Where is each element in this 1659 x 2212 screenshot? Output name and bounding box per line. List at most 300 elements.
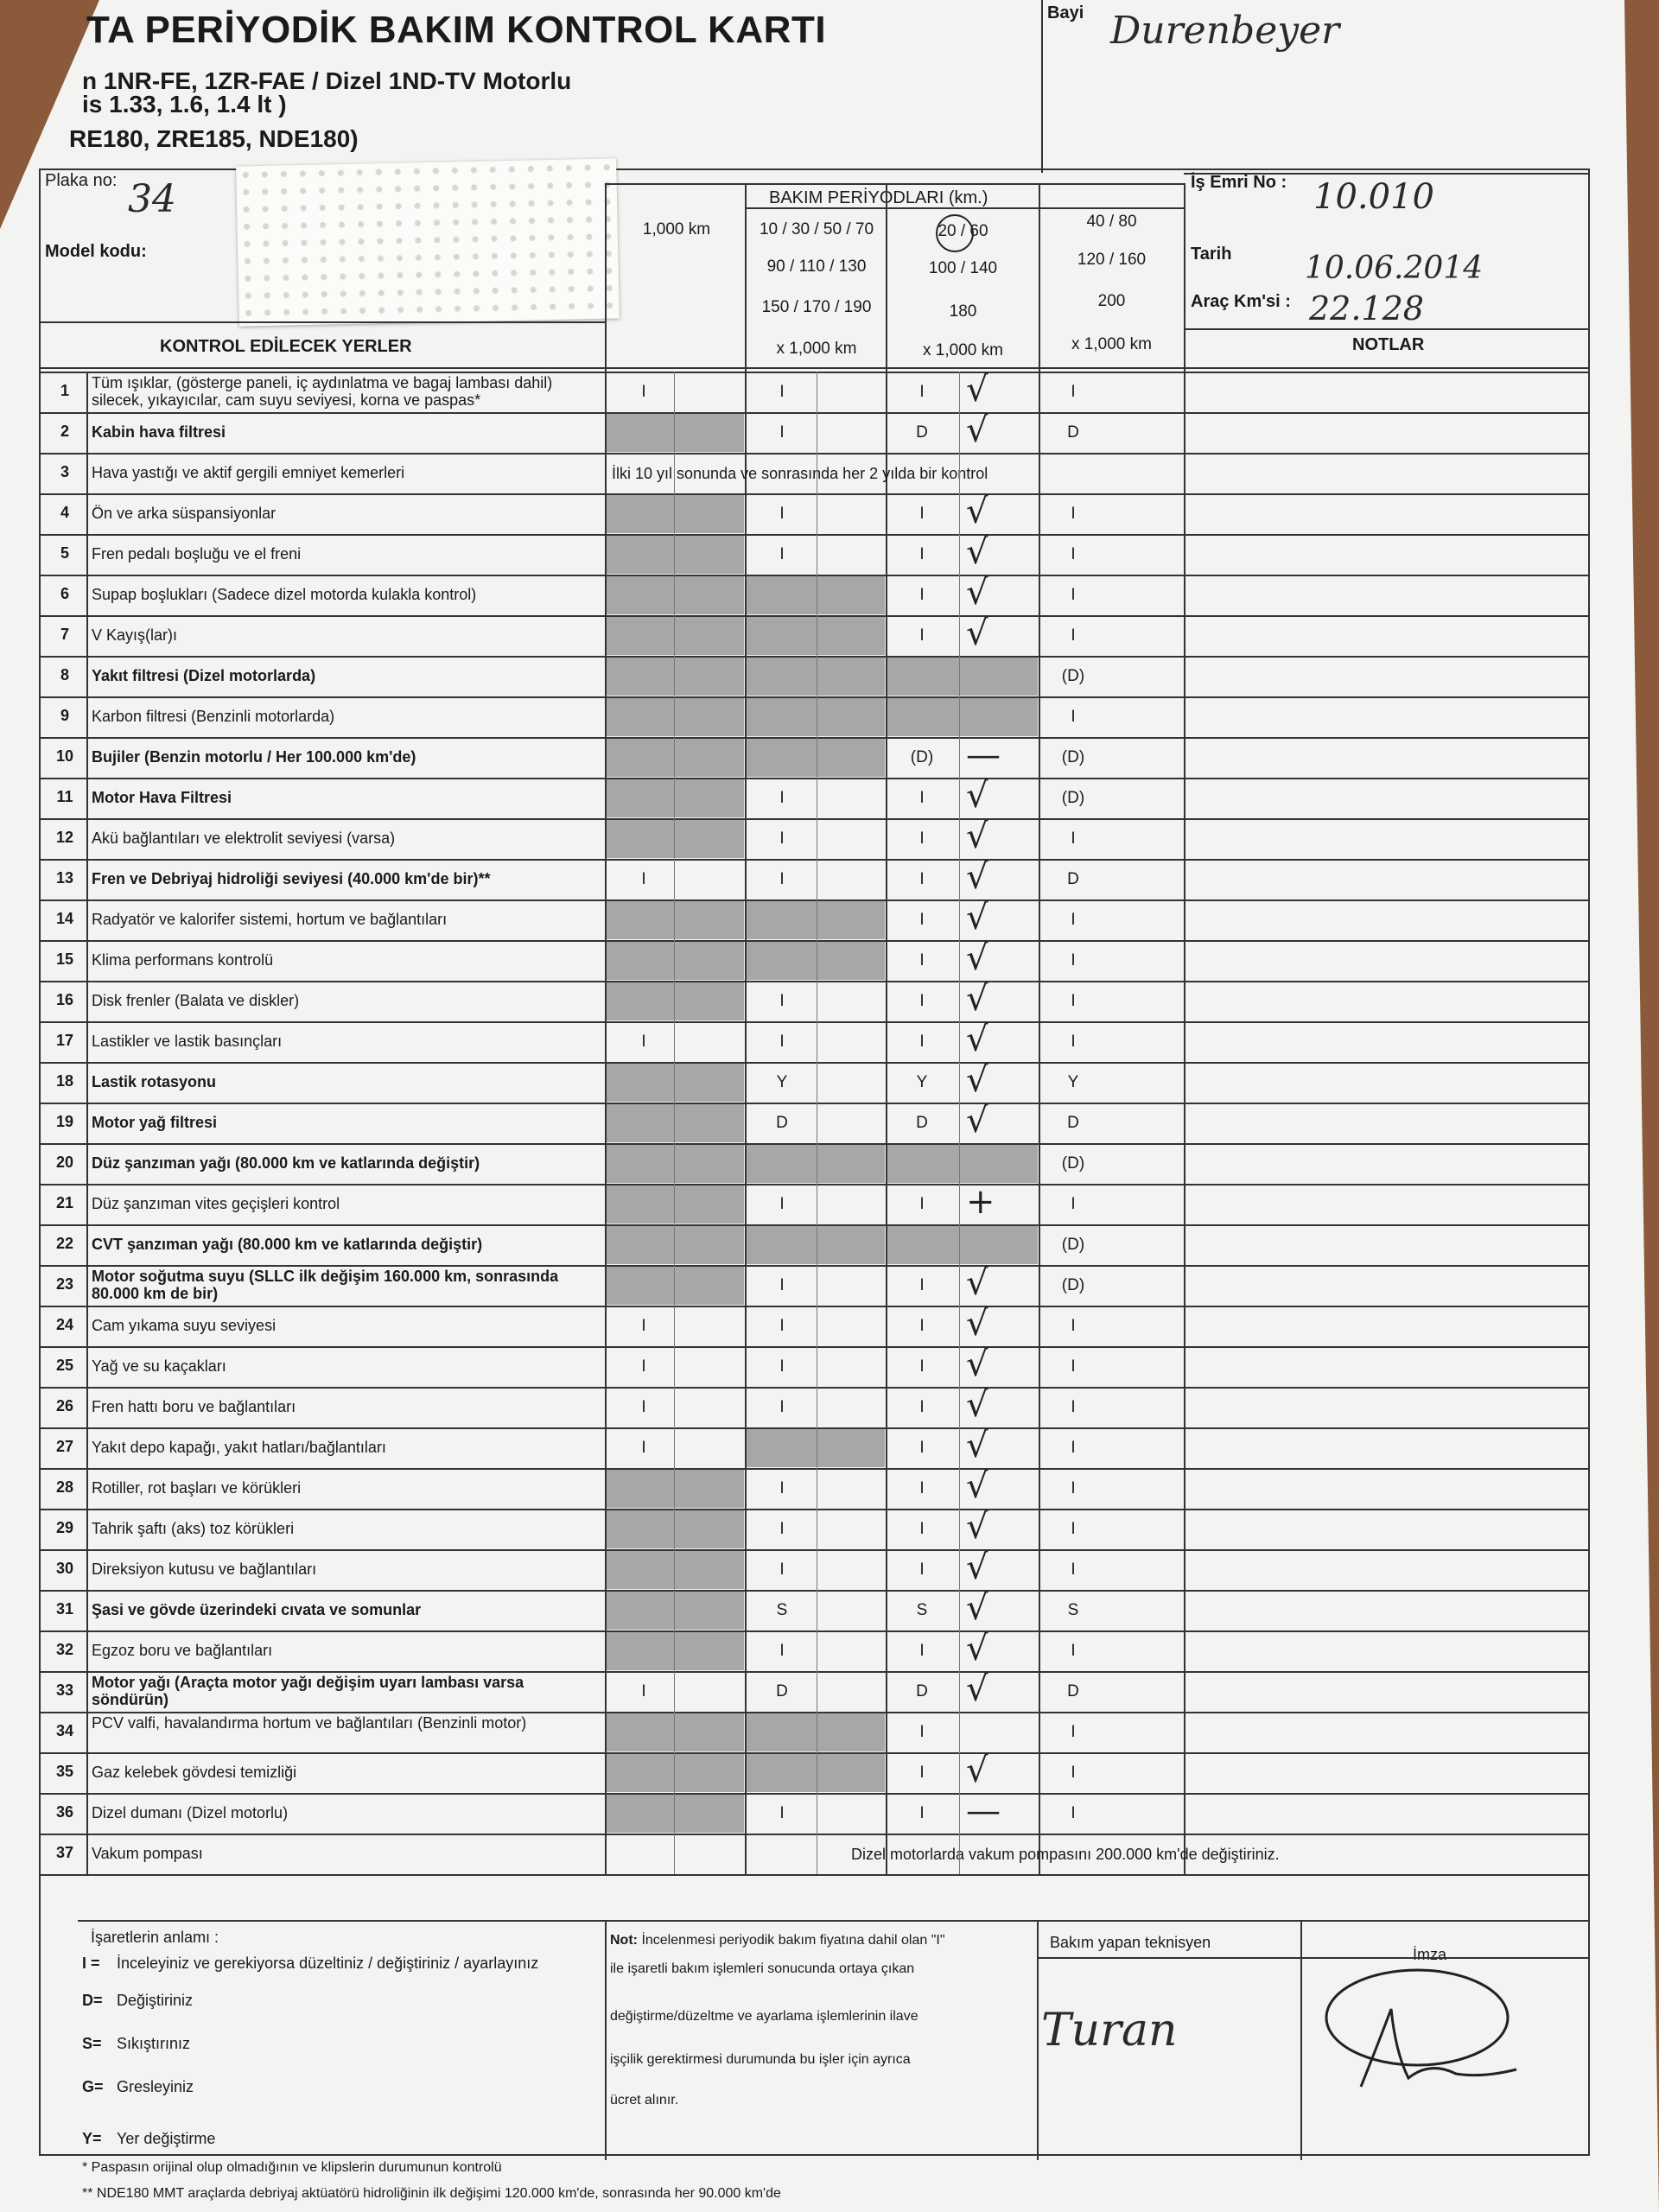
model-code-label: Model kodu: bbox=[45, 242, 147, 261]
period-mark: I bbox=[919, 1357, 925, 1376]
handwritten-check: √ bbox=[966, 410, 988, 450]
period-mark: I bbox=[779, 1398, 785, 1416]
period-mark: I bbox=[1071, 1560, 1076, 1579]
note-line-2: değiştirme/düzeltme ve ayarlama işlemlerinin ilave bbox=[610, 2009, 918, 2024]
row-number: 26 bbox=[55, 1397, 74, 1414]
shaded-cell bbox=[607, 1185, 744, 1224]
shaded-cell bbox=[607, 779, 744, 817]
handwritten-check: √ bbox=[966, 492, 988, 531]
period-mark: I bbox=[919, 830, 925, 848]
shaded-cell bbox=[607, 1713, 744, 1751]
period-mark: I bbox=[641, 1033, 646, 1051]
period-mark: I bbox=[641, 383, 646, 401]
shaded-cell bbox=[747, 1226, 885, 1264]
period-mark: I bbox=[1071, 992, 1076, 1010]
row-label: Vakum pompası bbox=[92, 1845, 203, 1862]
period-mark: I bbox=[779, 545, 785, 563]
period-mark: (D) bbox=[1061, 789, 1085, 807]
row-number: 8 bbox=[60, 666, 69, 683]
period-mark: I bbox=[1071, 545, 1076, 563]
row-label: Disk frenler (Balata ve diskler) bbox=[92, 992, 300, 1009]
shaded-cell bbox=[607, 1795, 744, 1833]
col1-label: 1,000 km bbox=[642, 220, 711, 238]
shaded-cell bbox=[607, 1510, 744, 1548]
signature-image bbox=[1309, 1957, 1560, 2104]
row-label: Bujiler (Benzin motorlu / Her 100.000 km'de) bbox=[92, 748, 416, 766]
period-mark: I bbox=[919, 1642, 925, 1660]
shaded-cell bbox=[887, 1145, 1038, 1183]
period-mark: I bbox=[779, 383, 785, 401]
col2-unit: x 1,000 km bbox=[776, 340, 857, 358]
legend-key: I = bbox=[82, 1955, 100, 1972]
note-block bbox=[610, 1931, 945, 1950]
shaded-cell bbox=[607, 1267, 744, 1305]
period-mark: I bbox=[779, 789, 785, 807]
period-mark: I bbox=[1071, 1723, 1076, 1741]
engine-size-line: is 1.33, 1.6, 1.4 lt ) bbox=[82, 91, 287, 118]
period-mark: (D) bbox=[910, 748, 934, 766]
period-mark: I bbox=[919, 1804, 925, 1822]
period-mark: I bbox=[779, 505, 785, 523]
row-label: Akü bağlantıları ve elektrolit seviyesi (varsa) bbox=[92, 830, 396, 847]
row-label: Şasi ve gövde üzerindeki cıvata ve somunlar bbox=[92, 1601, 422, 1618]
period-mark: I bbox=[919, 870, 925, 888]
period-mark: S bbox=[1067, 1601, 1079, 1619]
row-number: 6 bbox=[60, 585, 69, 602]
shaded-cell bbox=[607, 1632, 744, 1670]
row-number: 12 bbox=[55, 829, 74, 846]
engine-line: n 1NR-FE, 1ZR-FAE / Dizel 1ND-TV Motorlu bbox=[82, 67, 572, 94]
row-number: 24 bbox=[55, 1316, 74, 1333]
period-mark: S bbox=[776, 1601, 788, 1619]
row-number: 28 bbox=[55, 1478, 74, 1496]
row-label: Motor yağ filtresi bbox=[92, 1114, 218, 1131]
row-span-note: Dizel motorlarda vakum pompasını 200.000 km'de değiştiriniz. bbox=[851, 1846, 1280, 1863]
row-label: Gaz kelebek gövdesi temizliği bbox=[92, 1764, 297, 1781]
row-label: Lastik rotasyonu bbox=[92, 1073, 217, 1090]
period-mark: I bbox=[641, 1357, 646, 1376]
row-label: CVT şanzıman yağı (80.000 km ve katlarında değiştir) bbox=[92, 1236, 483, 1253]
handwritten-check: + bbox=[966, 1182, 995, 1222]
bayi-value: Durenbeyer bbox=[1110, 9, 1340, 53]
row-number: 18 bbox=[55, 1072, 74, 1090]
shaded-cell bbox=[607, 536, 744, 574]
period-mark: I bbox=[919, 789, 925, 807]
arac-km-value: 22.128 bbox=[1309, 289, 1424, 327]
period-mark: I bbox=[919, 992, 925, 1010]
tape-cover bbox=[236, 158, 620, 326]
period-mark: I bbox=[919, 505, 925, 523]
row-label: Fren hattı boru ve bağlantıları bbox=[92, 1398, 296, 1415]
period-mark: I bbox=[779, 992, 785, 1010]
col3-label-a: 20 / 60 bbox=[938, 222, 988, 240]
period-mark: I bbox=[779, 830, 785, 848]
col3-unit: x 1,000 km bbox=[923, 341, 1003, 359]
col2-label-b: 90 / 110 / 130 bbox=[766, 257, 867, 276]
row-number: 29 bbox=[55, 1519, 74, 1536]
row-number: 2 bbox=[60, 423, 69, 440]
period-mark: I bbox=[919, 383, 925, 401]
row-number: 27 bbox=[55, 1438, 74, 1455]
period-mark: D bbox=[776, 1114, 788, 1132]
row-number: 19 bbox=[55, 1113, 74, 1130]
handwritten-check: √ bbox=[966, 857, 988, 897]
period-mark: (D) bbox=[1061, 1276, 1085, 1294]
shaded-cell bbox=[747, 658, 885, 696]
period-mark: I bbox=[919, 1033, 925, 1051]
legend-value: Değiştiriniz bbox=[117, 1992, 194, 2009]
shaded-cell bbox=[607, 1104, 744, 1142]
handwritten-check: √ bbox=[966, 370, 988, 410]
col4-label-c: 200 bbox=[1097, 292, 1126, 310]
period-mark: I bbox=[919, 911, 925, 929]
shaded-cell bbox=[887, 1226, 1038, 1264]
handwritten-check: √ bbox=[966, 1101, 988, 1141]
period-mark: D bbox=[1067, 870, 1079, 888]
handwritten-check: √ bbox=[966, 1426, 988, 1465]
row-label: Klima performans kontrolü bbox=[92, 951, 274, 969]
col3-label-c: 180 bbox=[949, 302, 977, 321]
handwritten-check: √ bbox=[966, 1588, 988, 1628]
row-number: 11 bbox=[56, 788, 73, 805]
shaded-cell bbox=[747, 1713, 885, 1751]
period-mark: I bbox=[1071, 1479, 1076, 1497]
period-mark: I bbox=[919, 1195, 925, 1213]
handwritten-check: √ bbox=[966, 776, 988, 816]
row-number: 35 bbox=[55, 1763, 74, 1780]
col2-label-a: 10 / 30 / 50 / 70 bbox=[759, 220, 874, 238]
is-emri-label: İş Emri No : bbox=[1191, 173, 1287, 192]
row-number: 16 bbox=[55, 991, 74, 1008]
row-number: 22 bbox=[55, 1235, 74, 1252]
notlar-header: NOTLAR bbox=[1352, 335, 1425, 354]
period-mark: D bbox=[1067, 1682, 1079, 1700]
handwritten-check: √ bbox=[966, 898, 988, 938]
model-codes-line: RE180, ZRE185, NDE180) bbox=[69, 125, 359, 152]
row-number: 15 bbox=[55, 950, 74, 968]
handwritten-check: √ bbox=[966, 1629, 988, 1669]
shaded-cell bbox=[887, 658, 1038, 696]
shaded-cell bbox=[607, 1551, 744, 1589]
handwritten-check: — bbox=[966, 735, 1001, 775]
handwritten-check: √ bbox=[966, 817, 988, 856]
row-label: Yakıt depo kapağı, yakıt hatları/bağlantıları bbox=[92, 1439, 386, 1456]
row-label: Hava yastığı ve aktif gergili emniyet kemerleri bbox=[92, 464, 405, 481]
shaded-cell bbox=[747, 617, 885, 655]
imza-label: İmza bbox=[1413, 1946, 1447, 1963]
row-number: 37 bbox=[55, 1844, 74, 1861]
row-number: 14 bbox=[55, 910, 74, 927]
period-mark: I bbox=[779, 1195, 785, 1213]
period-mark: I bbox=[1071, 1398, 1076, 1416]
row-number: 21 bbox=[55, 1194, 74, 1211]
row-number: 25 bbox=[55, 1357, 74, 1374]
shaded-cell bbox=[887, 698, 1038, 736]
row-label: Kabin hava filtresi bbox=[92, 423, 226, 441]
legend-value: Gresleyiniz bbox=[117, 2078, 194, 2095]
period-mark: I bbox=[641, 1398, 646, 1416]
row-number: 33 bbox=[55, 1681, 74, 1699]
period-mark: I bbox=[641, 1317, 646, 1335]
shaded-cell bbox=[607, 658, 744, 696]
row-number: 3 bbox=[60, 463, 69, 480]
handwritten-check: √ bbox=[966, 1385, 988, 1425]
row-label: Karbon filtresi (Benzinli motorlarda) bbox=[92, 708, 335, 725]
circled-mark bbox=[936, 214, 974, 252]
period-mark: I bbox=[1071, 708, 1076, 726]
row-label: Dizel dumanı (Dizel motorlu) bbox=[92, 1804, 289, 1821]
period-mark: S bbox=[916, 1601, 928, 1619]
period-mark: D bbox=[916, 423, 928, 442]
shaded-cell bbox=[607, 820, 744, 858]
period-mark: D bbox=[1067, 423, 1079, 442]
bakim-periyodlari-header: BAKIM PERİYODLARI (km.) bbox=[769, 188, 988, 207]
shaded-cell bbox=[747, 1429, 885, 1467]
period-mark: (D) bbox=[1061, 1236, 1085, 1254]
row-number: 1 bbox=[60, 382, 69, 399]
row-number: 7 bbox=[60, 626, 69, 643]
shaded-cell bbox=[607, 495, 744, 533]
footnote-2: ** NDE180 MMT araçlarda debriyaj aktüatörü hidroliğinin ilk değişimi 120.000 km'de, sonrasında her 90.000 km'de bbox=[82, 2186, 781, 2201]
is-emri-value: 10.010 bbox=[1313, 177, 1434, 217]
period-mark: I bbox=[1071, 1195, 1076, 1213]
handwritten-check: √ bbox=[966, 1304, 988, 1344]
period-mark: I bbox=[779, 870, 785, 888]
col4-label-a: 40 / 80 bbox=[1086, 213, 1137, 231]
period-mark: I bbox=[779, 423, 785, 442]
bayi-label: Bayi bbox=[1047, 3, 1084, 22]
footnote-1: * Paspasın orijinal olup olmadığının ve klipslerin durumunun kontrolü bbox=[82, 2160, 502, 2175]
period-mark: I bbox=[779, 1560, 785, 1579]
period-mark: I bbox=[1071, 1520, 1076, 1538]
handwritten-check: √ bbox=[966, 1548, 988, 1587]
row-label: Düz şanzıman vites geçişleri kontrol bbox=[92, 1195, 340, 1212]
period-mark: D bbox=[916, 1114, 928, 1132]
row-label: Düz şanzıman yağı (80.000 km ve katlarında değiştir) bbox=[92, 1154, 480, 1172]
note-line-3: işçilik gerektirmesi durumunda bu işler için ayrıca bbox=[610, 2052, 911, 2067]
row-number: 13 bbox=[55, 869, 74, 887]
period-mark: I bbox=[1071, 1317, 1076, 1335]
handwritten-check: √ bbox=[966, 1507, 988, 1547]
period-mark: I bbox=[1071, 1439, 1076, 1457]
legend-key: G= bbox=[82, 2078, 104, 2095]
period-mark: Y bbox=[916, 1073, 928, 1091]
period-mark: I bbox=[779, 1520, 785, 1538]
handwritten-check: — bbox=[966, 1791, 1001, 1831]
tarih-value: 10.06.2014 bbox=[1305, 251, 1484, 286]
technician-label: Bakım yapan teknisyen bbox=[1050, 1934, 1211, 1951]
row-number: 23 bbox=[55, 1275, 74, 1293]
row-number: 4 bbox=[60, 504, 69, 521]
row-number: 9 bbox=[60, 707, 69, 724]
period-mark: I bbox=[919, 1764, 925, 1782]
legend-value: Yer değiştirme bbox=[117, 2130, 216, 2147]
row-label: PCV valfi, havalandırma hortum ve bağlantıları (Benzinli motor) bbox=[92, 1714, 527, 1732]
plaka-value: 34 bbox=[128, 177, 176, 221]
row-number: 30 bbox=[55, 1560, 74, 1577]
plaka-label: Plaka no: bbox=[45, 171, 118, 190]
period-mark: I bbox=[779, 1276, 785, 1294]
period-mark: I bbox=[919, 586, 925, 604]
tarih-label: Tarih bbox=[1191, 245, 1232, 264]
period-mark: I bbox=[1071, 1804, 1076, 1822]
row-label: V Kayış(lar)ı bbox=[92, 626, 178, 644]
row-label: Motor soğutma suyu (SLLC ilk değişim 160.000 km, sonrasında 80.000 km de bir) bbox=[92, 1268, 559, 1302]
shaded-cell bbox=[607, 1145, 744, 1183]
period-mark: Y bbox=[776, 1073, 788, 1091]
col3-label-b: 100 / 140 bbox=[928, 259, 998, 277]
period-mark: I bbox=[641, 870, 646, 888]
period-mark: I bbox=[1071, 951, 1076, 969]
legend-value: İnceleyiniz ve gerekiyorsa düzeltiniz / değiştiriniz / ayarlayınız bbox=[117, 1955, 539, 1972]
shaded-cell bbox=[607, 1226, 744, 1264]
shaded-cell bbox=[607, 739, 744, 777]
arac-km-label: Araç Km'si : bbox=[1191, 292, 1291, 311]
period-mark: I bbox=[919, 626, 925, 645]
row-number: 5 bbox=[60, 544, 69, 562]
row-label: Motor Hava Filtresi bbox=[92, 789, 232, 806]
legend-key: D= bbox=[82, 1992, 103, 2009]
row-number: 10 bbox=[55, 747, 74, 765]
shaded-cell bbox=[607, 901, 744, 939]
handwritten-check: √ bbox=[966, 1751, 988, 1790]
period-mark: I bbox=[1071, 1642, 1076, 1660]
note-line-4: ücret alınır. bbox=[610, 2093, 679, 2107]
note-line-1: ile işaretli bakım işlemleri sonucunda ortaya çıkan bbox=[610, 1961, 915, 1976]
row-label: Tüm ışıklar, (gösterge paneli, iç aydınlatma ve bagaj lambası dahil) silecek, yıkayıcılar, cam suyu seviyesi, korna ve paspas* bbox=[92, 374, 553, 409]
period-mark: I bbox=[779, 1642, 785, 1660]
period-mark: I bbox=[1071, 1764, 1076, 1782]
period-mark: I bbox=[1071, 383, 1076, 401]
period-mark: D bbox=[916, 1682, 928, 1700]
shaded-cell bbox=[607, 942, 744, 980]
shaded-cell bbox=[747, 1754, 885, 1792]
note-line-0: İncelenmesi periyodik bakım fiyatına dahil olan "I" bbox=[641, 1933, 945, 1948]
row-label: Direksiyon kutusu ve bağlantıları bbox=[92, 1560, 317, 1578]
handwritten-check: √ bbox=[966, 1466, 988, 1506]
period-mark: (D) bbox=[1061, 748, 1085, 766]
handwritten-check: √ bbox=[966, 1344, 988, 1384]
shaded-cell bbox=[607, 1470, 744, 1508]
technician-value: Turan bbox=[1041, 2005, 1178, 2056]
shaded-cell bbox=[747, 739, 885, 777]
period-mark: I bbox=[919, 1276, 925, 1294]
shaded-cell bbox=[747, 901, 885, 939]
period-mark: I bbox=[1071, 1033, 1076, 1051]
period-mark: I bbox=[779, 1804, 785, 1822]
period-mark: (D) bbox=[1061, 1154, 1085, 1173]
shaded-cell bbox=[607, 698, 744, 736]
legend-key: S= bbox=[82, 2035, 102, 2052]
row-label: Rotiller, rot başları ve körükleri bbox=[92, 1479, 302, 1497]
row-label: Egzoz boru ve bağlantıları bbox=[92, 1642, 273, 1659]
row-number: 31 bbox=[55, 1600, 74, 1618]
row-label: Yakıt filtresi (Dizel motorlarda) bbox=[92, 667, 316, 684]
handwritten-check: √ bbox=[966, 1020, 988, 1059]
shaded-cell bbox=[607, 1754, 744, 1792]
row-number: 20 bbox=[55, 1154, 74, 1171]
shaded-cell bbox=[607, 1064, 744, 1102]
row-number: 17 bbox=[55, 1032, 74, 1049]
period-mark: I bbox=[779, 1479, 785, 1497]
row-label: Fren pedalı boşluğu ve el freni bbox=[92, 545, 302, 563]
row-span-note: İlki 10 yıl sonunda ve sonrasında her 2 yılda bir kontrol bbox=[612, 465, 988, 482]
period-mark: I bbox=[919, 1479, 925, 1497]
period-mark: I bbox=[1071, 911, 1076, 929]
row-label: Supap boşlukları (Sadece dizel motorda kulakla kontrol) bbox=[92, 586, 477, 603]
period-mark: I bbox=[919, 545, 925, 563]
row-label: Lastikler ve lastik basınçları bbox=[92, 1033, 283, 1050]
shaded-cell bbox=[607, 617, 744, 655]
period-mark: I bbox=[919, 1398, 925, 1416]
legend-key: Y= bbox=[82, 2130, 102, 2147]
handwritten-check: √ bbox=[966, 1669, 988, 1709]
handwritten-check: √ bbox=[966, 1263, 988, 1303]
shaded-cell bbox=[747, 698, 885, 736]
period-mark: D bbox=[776, 1682, 788, 1700]
handwritten-check: √ bbox=[966, 613, 988, 653]
period-mark: I bbox=[919, 1520, 925, 1538]
col4-unit: x 1,000 km bbox=[1071, 335, 1152, 353]
kontrol-header: KONTROL EDİLECEK YERLER bbox=[160, 337, 412, 356]
period-mark: I bbox=[1071, 505, 1076, 523]
shaded-cell bbox=[747, 1145, 885, 1183]
period-mark: Y bbox=[1067, 1073, 1079, 1091]
period-mark: I bbox=[919, 1317, 925, 1335]
col2-label-c: 150 / 170 / 190 bbox=[761, 298, 872, 316]
shaded-cell bbox=[607, 982, 744, 1020]
col4-label-b: 120 / 160 bbox=[1077, 251, 1147, 269]
shaded-cell bbox=[607, 576, 744, 614]
period-mark: I bbox=[1071, 626, 1076, 645]
row-label: Tahrik şaftı (aks) toz körükleri bbox=[92, 1520, 295, 1537]
period-mark: I bbox=[919, 1439, 925, 1457]
row-label: Ön ve arka süspansiyonlar bbox=[92, 505, 276, 522]
row-label: Radyatör ve kalorifer sistemi, hortum ve bağlantıları bbox=[92, 911, 448, 928]
shaded-cell bbox=[747, 576, 885, 614]
period-mark: I bbox=[641, 1439, 646, 1457]
handwritten-check: √ bbox=[966, 573, 988, 613]
handwritten-check: √ bbox=[966, 1060, 988, 1100]
legend-value: Sıkıştırınız bbox=[117, 2035, 191, 2052]
period-mark: I bbox=[919, 951, 925, 969]
row-number: 32 bbox=[55, 1641, 74, 1658]
period-mark: (D) bbox=[1061, 667, 1085, 685]
row-label: Cam yıkama suyu seviyesi bbox=[92, 1317, 276, 1334]
period-mark: I bbox=[779, 1357, 785, 1376]
row-label: Fren ve Debriyaj hidroliği seviyesi (40.000 km'de bir)** bbox=[92, 870, 491, 887]
period-mark: I bbox=[919, 1560, 925, 1579]
handwritten-check: √ bbox=[966, 979, 988, 1019]
card-title: TA PERİYODİK BAKIM KONTROL KARTI bbox=[86, 9, 827, 51]
shaded-cell bbox=[607, 1592, 744, 1630]
handwritten-check: √ bbox=[966, 532, 988, 572]
period-mark: D bbox=[1067, 1114, 1079, 1132]
row-label: Motor yağı (Araçta motor yağı değişim uyarı lambası varsa söndürün) bbox=[92, 1674, 524, 1708]
row-number: 34 bbox=[55, 1722, 74, 1739]
period-mark: I bbox=[919, 1723, 925, 1741]
period-mark: I bbox=[1071, 830, 1076, 848]
period-mark: I bbox=[779, 1033, 785, 1051]
legend-title: İşaretlerin anlamı : bbox=[91, 1929, 219, 1946]
row-label: Yağ ve su kaçakları bbox=[92, 1357, 226, 1375]
handwritten-check: √ bbox=[966, 938, 988, 978]
row-number: 36 bbox=[55, 1803, 74, 1821]
shaded-cell bbox=[607, 414, 744, 452]
period-mark: I bbox=[1071, 1357, 1076, 1376]
period-mark: I bbox=[779, 1317, 785, 1335]
shaded-cell bbox=[747, 942, 885, 980]
